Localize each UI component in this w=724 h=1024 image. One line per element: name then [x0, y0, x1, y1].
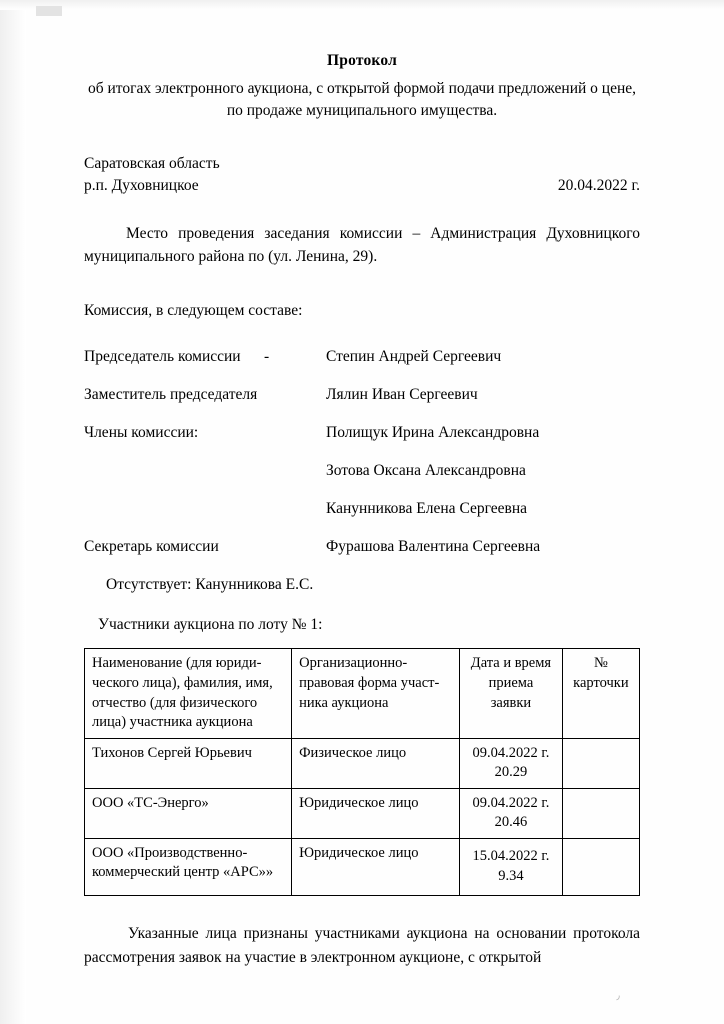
- participants-section-label: Участники аукциона по лоту № 1:: [98, 616, 323, 634]
- cell-datetime: 09.04.2022 г. 20.46: [460, 788, 563, 838]
- document-subtitle-line-1: об итогах электронного аукциона, с открытой формой подачи предложений о цене,: [87, 80, 637, 97]
- list-item: [84, 348, 640, 366]
- closing-paragraph: Указанные лица признаны участниками аукциона на основании протокола рассмотрения заявок на участие в электронном аукционе, с открытой: [84, 924, 640, 966]
- scan-edge-shadow: [0, 0, 26, 1024]
- cell-legal-form: Физическое лицо: [292, 738, 460, 788]
- list-item: [84, 500, 640, 518]
- region-text: Саратовская область: [84, 154, 220, 172]
- member-name: Канунникова Елена Сергеевна: [326, 500, 528, 518]
- member-name: Степин Андрей Сергеевич: [326, 348, 502, 366]
- settlement-text: р.п. Духовницкое: [84, 177, 199, 195]
- page-title: Протокол: [327, 52, 397, 69]
- column-header-name: Наименование (для юриди-ческого лица), фамилия, имя, отчество (для физического лица) участника аукциона: [85, 649, 292, 738]
- member-role: Председатель комиссии: [84, 348, 241, 366]
- location-date-block: [84, 153, 640, 198]
- absent-member-note: Отсутствует: Канунникова Е.С.: [106, 576, 314, 594]
- member-role: Заместитель председателя: [84, 386, 258, 404]
- cell-name: ООО «ТС-Энерго»: [85, 788, 292, 838]
- cell-legal-form: Юридическое лицо: [292, 838, 460, 895]
- document-subtitle-line-2: по продаже муниципального имущества.: [226, 102, 498, 120]
- scan-speck: ٫: [616, 990, 620, 1002]
- table-header-row: [85, 649, 640, 738]
- cell-name: ООО «Производственно-коммерческий центр «АРС»»: [85, 838, 292, 895]
- table-row: [85, 838, 640, 895]
- cell-datetime: 09.04.2022 г. 20.29: [460, 738, 563, 788]
- cell-card-number: [562, 788, 639, 838]
- document-content: [84, 52, 640, 970]
- scan-artifact-mark: [36, 6, 62, 16]
- list-item: [84, 424, 640, 442]
- cell-name: Тихонов Сергей Юрьевич: [85, 738, 292, 788]
- column-header-legal-form: Организационно-правовая форма участ-ника аукциона: [292, 649, 460, 738]
- cell-datetime: 15.04.2022 г. 9.34: [460, 838, 563, 895]
- participants-table: [84, 648, 640, 896]
- scan-edge-top-shadow: [0, 0, 724, 10]
- member-dash: -: [264, 348, 270, 366]
- list-item: [84, 386, 640, 404]
- commission-intro-text: Комиссия, в следующем составе:: [84, 302, 303, 320]
- member-name: Зотова Оксана Александровна: [326, 462, 526, 480]
- column-header-card-number: № карточки: [562, 649, 639, 738]
- cell-legal-form: Юридическое лицо: [292, 788, 460, 838]
- table-row: [85, 738, 640, 788]
- list-item: [84, 538, 640, 556]
- document-date: 20.04.2022 г.: [557, 177, 640, 195]
- meeting-place-paragraph: Место проведения заседания комиссии – Администрация Духовницкого муниципального района по (ул. Ленина, 29).: [84, 224, 640, 266]
- column-header-datetime: Дата и время приема заявки: [460, 649, 563, 738]
- commission-members-list: [84, 348, 640, 556]
- table-row: [85, 788, 640, 838]
- cell-card-number: [562, 838, 639, 895]
- member-name: Лялин Иван Сергеевич: [326, 386, 478, 404]
- member-role: Секретарь комиссии: [84, 538, 219, 556]
- member-name: Фурашова Валентина Сергеевна: [326, 538, 541, 556]
- member-role: Члены комиссии:: [84, 424, 199, 442]
- member-name: Полищук Ирина Александровна: [326, 424, 540, 442]
- list-item: [84, 462, 640, 480]
- cell-card-number: [562, 738, 639, 788]
